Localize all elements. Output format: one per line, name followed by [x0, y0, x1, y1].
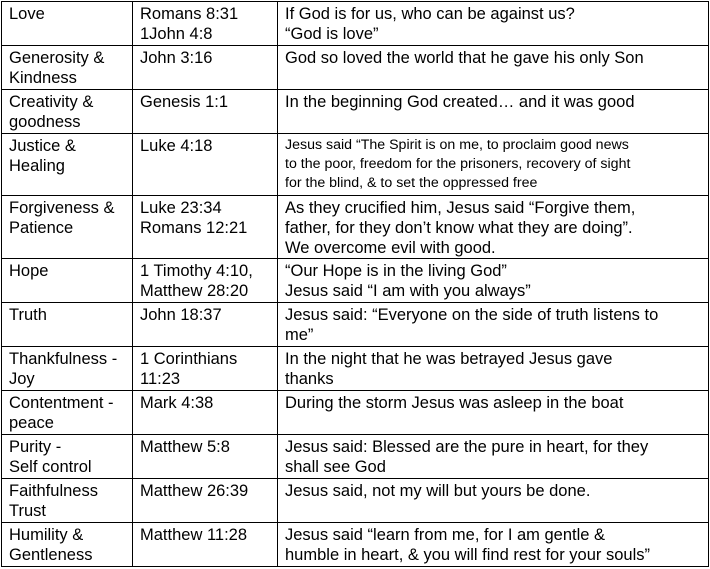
value-cell-line: Humility & [9, 526, 84, 544]
value-cell-line: Healing [9, 157, 65, 175]
reference-cell [133, 46, 278, 90]
value-cell-line: Purity - [9, 438, 62, 456]
scripture-text-cell-line: If God is for us, who can be against us? [285, 5, 575, 23]
scripture-text-cell-line: for the blind, & to set the oppressed free [285, 175, 538, 191]
scripture-text-cell-line: As they crucified him, Jesus said “Forgive them, [285, 199, 636, 217]
values-table [1, 1, 709, 567]
scripture-text-cell [278, 196, 709, 259]
scripture-text-cell-line: Jesus said, not my will but yours be done. [285, 482, 591, 500]
table-row [2, 347, 709, 391]
scripture-text-cell-line: father, for they don’t know what they are doing”. [285, 219, 633, 237]
table-row [2, 303, 709, 347]
reference-cell-line: 1 Timothy 4:10, [140, 262, 253, 280]
table-row [2, 196, 709, 259]
value-cell-line: Trust [9, 502, 46, 520]
value-cell [2, 303, 133, 347]
scripture-text-cell-line: “Our Hope is in the living God” [285, 262, 507, 280]
reference-cell-line: Luke 4:18 [140, 137, 213, 155]
scripture-text-cell-line: During the storm Jesus was asleep in the boat [285, 394, 624, 412]
value-cell [2, 347, 133, 391]
value-cell-line: Hope [9, 262, 49, 280]
table-row [2, 435, 709, 479]
value-cell-line: peace [9, 414, 54, 432]
scripture-text-cell-line: thanks [285, 370, 334, 388]
table-row [2, 259, 709, 303]
value-cell-line: Kindness [9, 69, 77, 87]
scripture-text-cell [278, 347, 709, 391]
scripture-text-cell-line: humble in heart, & you will find rest for your souls” [285, 546, 650, 564]
value-cell [2, 479, 133, 523]
scripture-text-cell-line: We overcome evil with good. [285, 239, 496, 257]
scripture-text-cell [278, 46, 709, 90]
value-cell-line: Generosity & [9, 49, 105, 67]
table-row [2, 479, 709, 523]
reference-cell [133, 523, 278, 567]
scripture-text-cell [278, 303, 709, 347]
value-cell [2, 2, 133, 46]
reference-cell-line: Matthew 26:39 [140, 482, 249, 500]
reference-cell [133, 259, 278, 303]
reference-cell [133, 196, 278, 259]
reference-cell-line: Matthew 5:8 [140, 438, 230, 456]
reference-cell-line: 1 Corinthians [140, 350, 238, 368]
value-cell [2, 523, 133, 567]
scripture-text-cell [278, 391, 709, 435]
value-cell-line: goodness [9, 113, 81, 131]
table-row [2, 134, 709, 196]
scripture-text-cell-line: Jesus said “The Spirit is on me, to proclaim good news [285, 137, 629, 153]
reference-cell [133, 479, 278, 523]
value-cell [2, 391, 133, 435]
table-row [2, 46, 709, 90]
scripture-text-cell-line: “God is love” [285, 25, 379, 43]
reference-cell-line: 1John 4:8 [140, 25, 213, 43]
reference-cell [133, 303, 278, 347]
value-cell [2, 196, 133, 259]
scripture-text-cell [278, 90, 709, 134]
value-cell-line: Truth [9, 306, 47, 324]
reference-cell-line: 11:23 [140, 370, 181, 388]
reference-cell-line: John 3:16 [140, 49, 213, 67]
scripture-text-cell-line: to the poor, freedom for the prisoners, recovery of sight [285, 156, 631, 172]
reference-cell [133, 391, 278, 435]
scripture-text-cell-line: God so loved the world that he gave his only Son [285, 49, 644, 67]
table-row [2, 90, 709, 134]
value-cell [2, 90, 133, 134]
value-cell-line: Love [9, 5, 45, 23]
scripture-text-cell-line: Jesus said: “Everyone on the side of truth listens to [285, 306, 659, 324]
value-cell [2, 435, 133, 479]
scripture-text-cell-line: In the beginning God created… and it was good [285, 93, 635, 111]
value-cell [2, 46, 133, 90]
reference-cell [133, 435, 278, 479]
values-table-body [2, 2, 709, 567]
value-cell-line: Gentleness [9, 546, 93, 564]
reference-cell-line: John 18:37 [140, 306, 222, 324]
scripture-text-cell [278, 259, 709, 303]
value-cell [2, 134, 133, 196]
scripture-text-cell-line: me” [285, 326, 314, 344]
value-cell-line: Thankfulness - [9, 350, 118, 368]
scripture-text-cell-line: Jesus said “I am with you always” [285, 282, 531, 300]
table-row [2, 2, 709, 46]
reference-cell-line: Matthew 28:20 [140, 282, 249, 300]
reference-cell-line: Mark 4:38 [140, 394, 214, 412]
scripture-text-cell [278, 2, 709, 46]
value-cell-line: Forgiveness & [9, 199, 115, 217]
scripture-text-cell-line: Jesus said: Blessed are the pure in heart, for they [285, 438, 649, 456]
scripture-text-cell [278, 479, 709, 523]
reference-cell-line: Romans 8:31 [140, 5, 239, 23]
scripture-text-cell [278, 435, 709, 479]
reference-cell [133, 347, 278, 391]
value-cell-line: Creativity & [9, 93, 94, 111]
reference-cell-line: Genesis 1:1 [140, 93, 229, 111]
value-cell-line: Patience [9, 219, 74, 237]
scripture-text-cell-line: Jesus said “learn from me, for I am gentle & [285, 526, 606, 544]
value-cell [2, 259, 133, 303]
value-cell-line: Justice & [9, 137, 76, 155]
scripture-text-cell-line: In the night that he was betrayed Jesus gave [285, 350, 613, 368]
table-row [2, 523, 709, 567]
reference-cell-line: Romans 12:21 [140, 219, 248, 237]
scripture-text-cell [278, 523, 709, 567]
value-cell-line: Joy [9, 370, 35, 388]
reference-cell [133, 2, 278, 46]
scripture-text-cell-line: shall see God [285, 458, 386, 476]
value-cell-line: Contentment - [9, 394, 114, 412]
table-row [2, 391, 709, 435]
reference-cell [133, 134, 278, 196]
value-cell-line: Faithfulness [9, 482, 98, 500]
reference-cell [133, 90, 278, 134]
reference-cell-line: Luke 23:34 [140, 199, 222, 217]
scripture-text-cell [278, 134, 709, 196]
reference-cell-line: Matthew 11:28 [140, 526, 248, 544]
value-cell-line: Self control [9, 458, 92, 476]
